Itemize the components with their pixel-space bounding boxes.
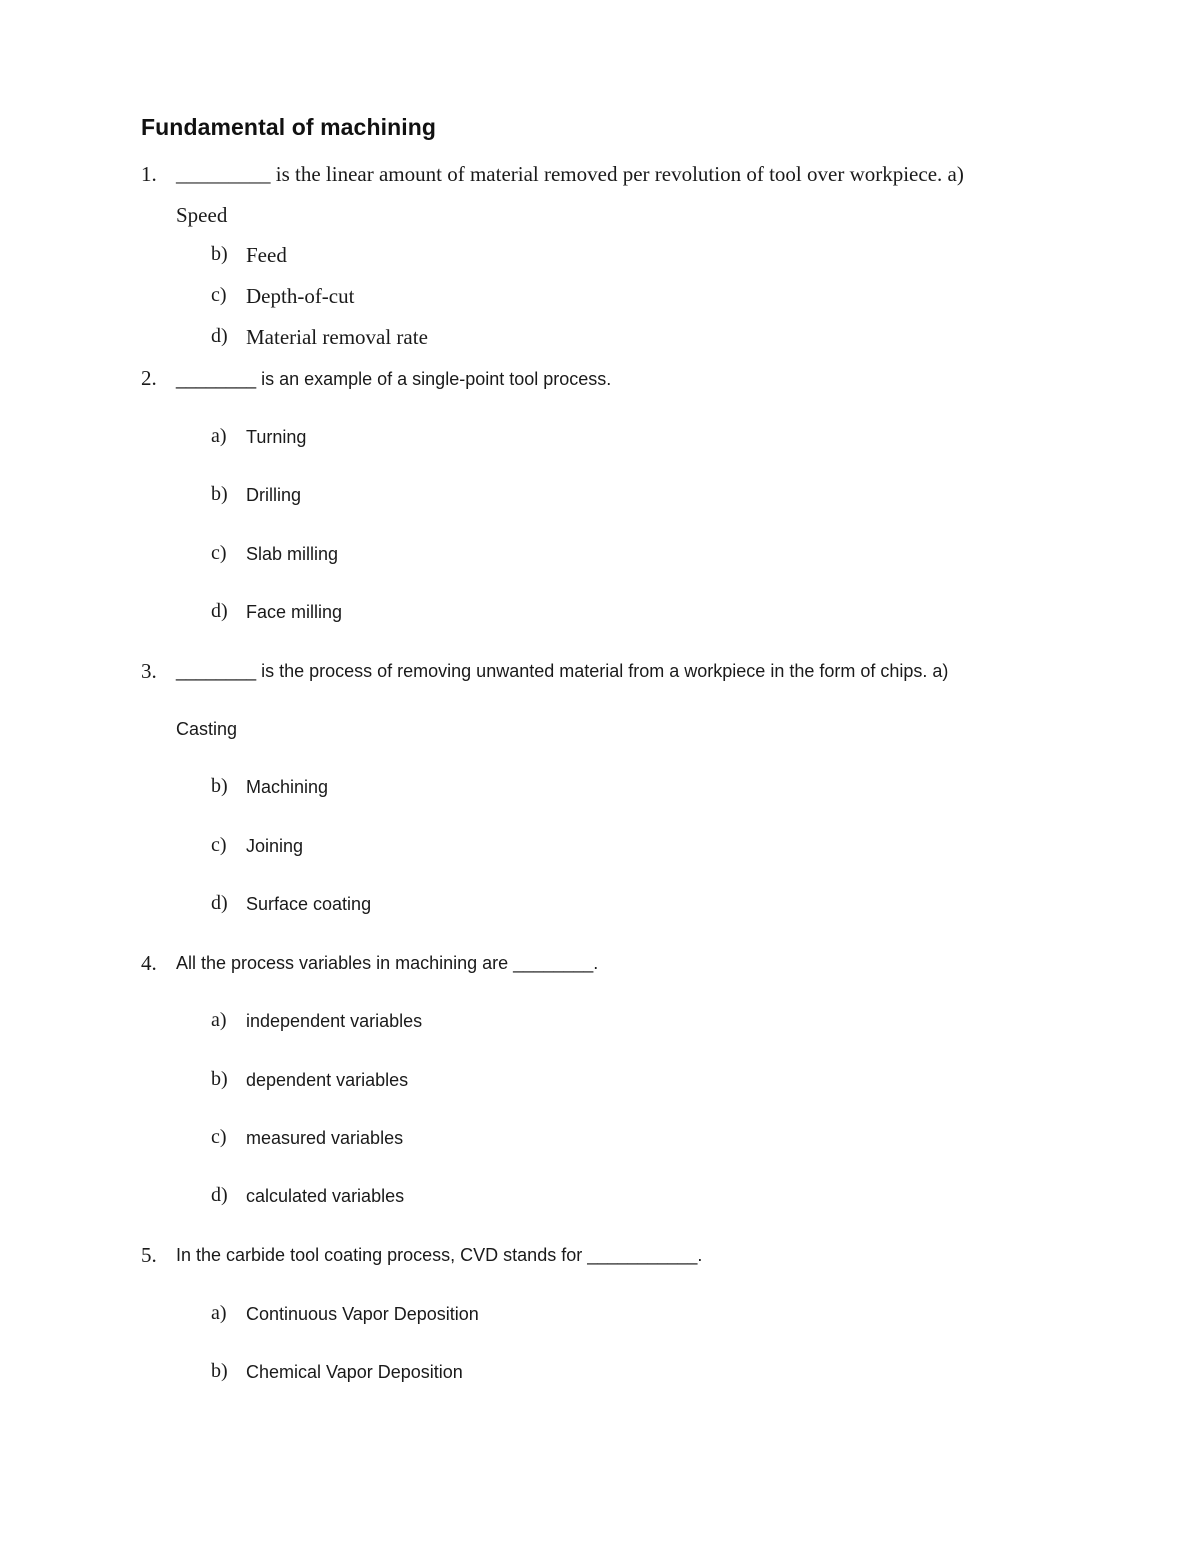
- question-3-option-c-letter: c): [211, 834, 227, 856]
- question-4-option-d: calculated variables: [246, 1186, 405, 1206]
- question-2-option-b: Drilling: [246, 485, 302, 505]
- page-title: Fundamental of machining: [141, 114, 437, 140]
- question-1-option-d: Material removal rate: [246, 325, 428, 349]
- question-2-option-a-letter: a): [211, 425, 227, 447]
- question-4-number: 4.: [141, 951, 157, 975]
- question-4-stem: All the process variables in machining are ________.: [176, 953, 599, 973]
- question-4-option-b: dependent variables: [246, 1070, 409, 1090]
- question-1-option-b-letter: b): [211, 243, 228, 265]
- question-2-option-d: Face milling: [246, 602, 343, 622]
- question-3-option-d-letter: d): [211, 892, 228, 914]
- question-3-option-b: Machining: [246, 777, 329, 797]
- question-4-option-d-letter: d): [211, 1184, 228, 1206]
- question-3-option-d: Surface coating: [246, 894, 372, 914]
- question-4-option-c-letter: c): [211, 1126, 227, 1148]
- question-3-number: 3.: [141, 659, 157, 683]
- question-5-number: 5.: [141, 1243, 157, 1267]
- question-2-option-c-letter: c): [211, 542, 227, 564]
- question-5-option-b: Chemical Vapor Deposition: [246, 1362, 463, 1382]
- question-1-option-c-letter: c): [211, 284, 227, 306]
- question-2-option-c: Slab milling: [246, 544, 339, 564]
- question-2-option-d-letter: d): [211, 600, 228, 622]
- question-2-number: 2.: [141, 366, 157, 390]
- question-5-option-b-letter: b): [211, 1360, 228, 1382]
- question-5-option-a-letter: a): [211, 1302, 227, 1324]
- question-1-option-c: Depth-of-cut: [246, 284, 355, 308]
- question-3-stem: ________ is the process of removing unwanted material from a workpiece in the form of chips. a): [176, 661, 949, 681]
- question-1-number: 1.: [141, 162, 157, 186]
- question-3-stem-continued: Casting: [176, 719, 238, 739]
- question-3-option-b-letter: b): [211, 775, 228, 797]
- question-2-option-b-letter: b): [211, 483, 228, 505]
- question-1-option-d-letter: d): [211, 325, 228, 347]
- question-3-option-c: Joining: [246, 836, 304, 856]
- question-1-stem: _________ is the linear amount of material removed per revolution of tool over workpiece. a): [176, 162, 964, 186]
- question-4-option-a: independent variables: [246, 1011, 423, 1031]
- question-5-option-a: Continuous Vapor Deposition: [246, 1304, 479, 1324]
- question-4-option-c: measured variables: [246, 1128, 404, 1148]
- question-4-option-b-letter: b): [211, 1068, 228, 1090]
- question-1-option-b: Feed: [246, 243, 287, 267]
- question-2-option-a: Turning: [246, 427, 307, 447]
- question-5-stem: In the carbide tool coating process, CVD stands for ___________.: [176, 1245, 703, 1265]
- question-2-stem: ________ is an example of a single-point tool process.: [176, 369, 612, 389]
- question-1-stem-continued: Speed: [176, 203, 228, 227]
- question-4-option-a-letter: a): [211, 1009, 227, 1031]
